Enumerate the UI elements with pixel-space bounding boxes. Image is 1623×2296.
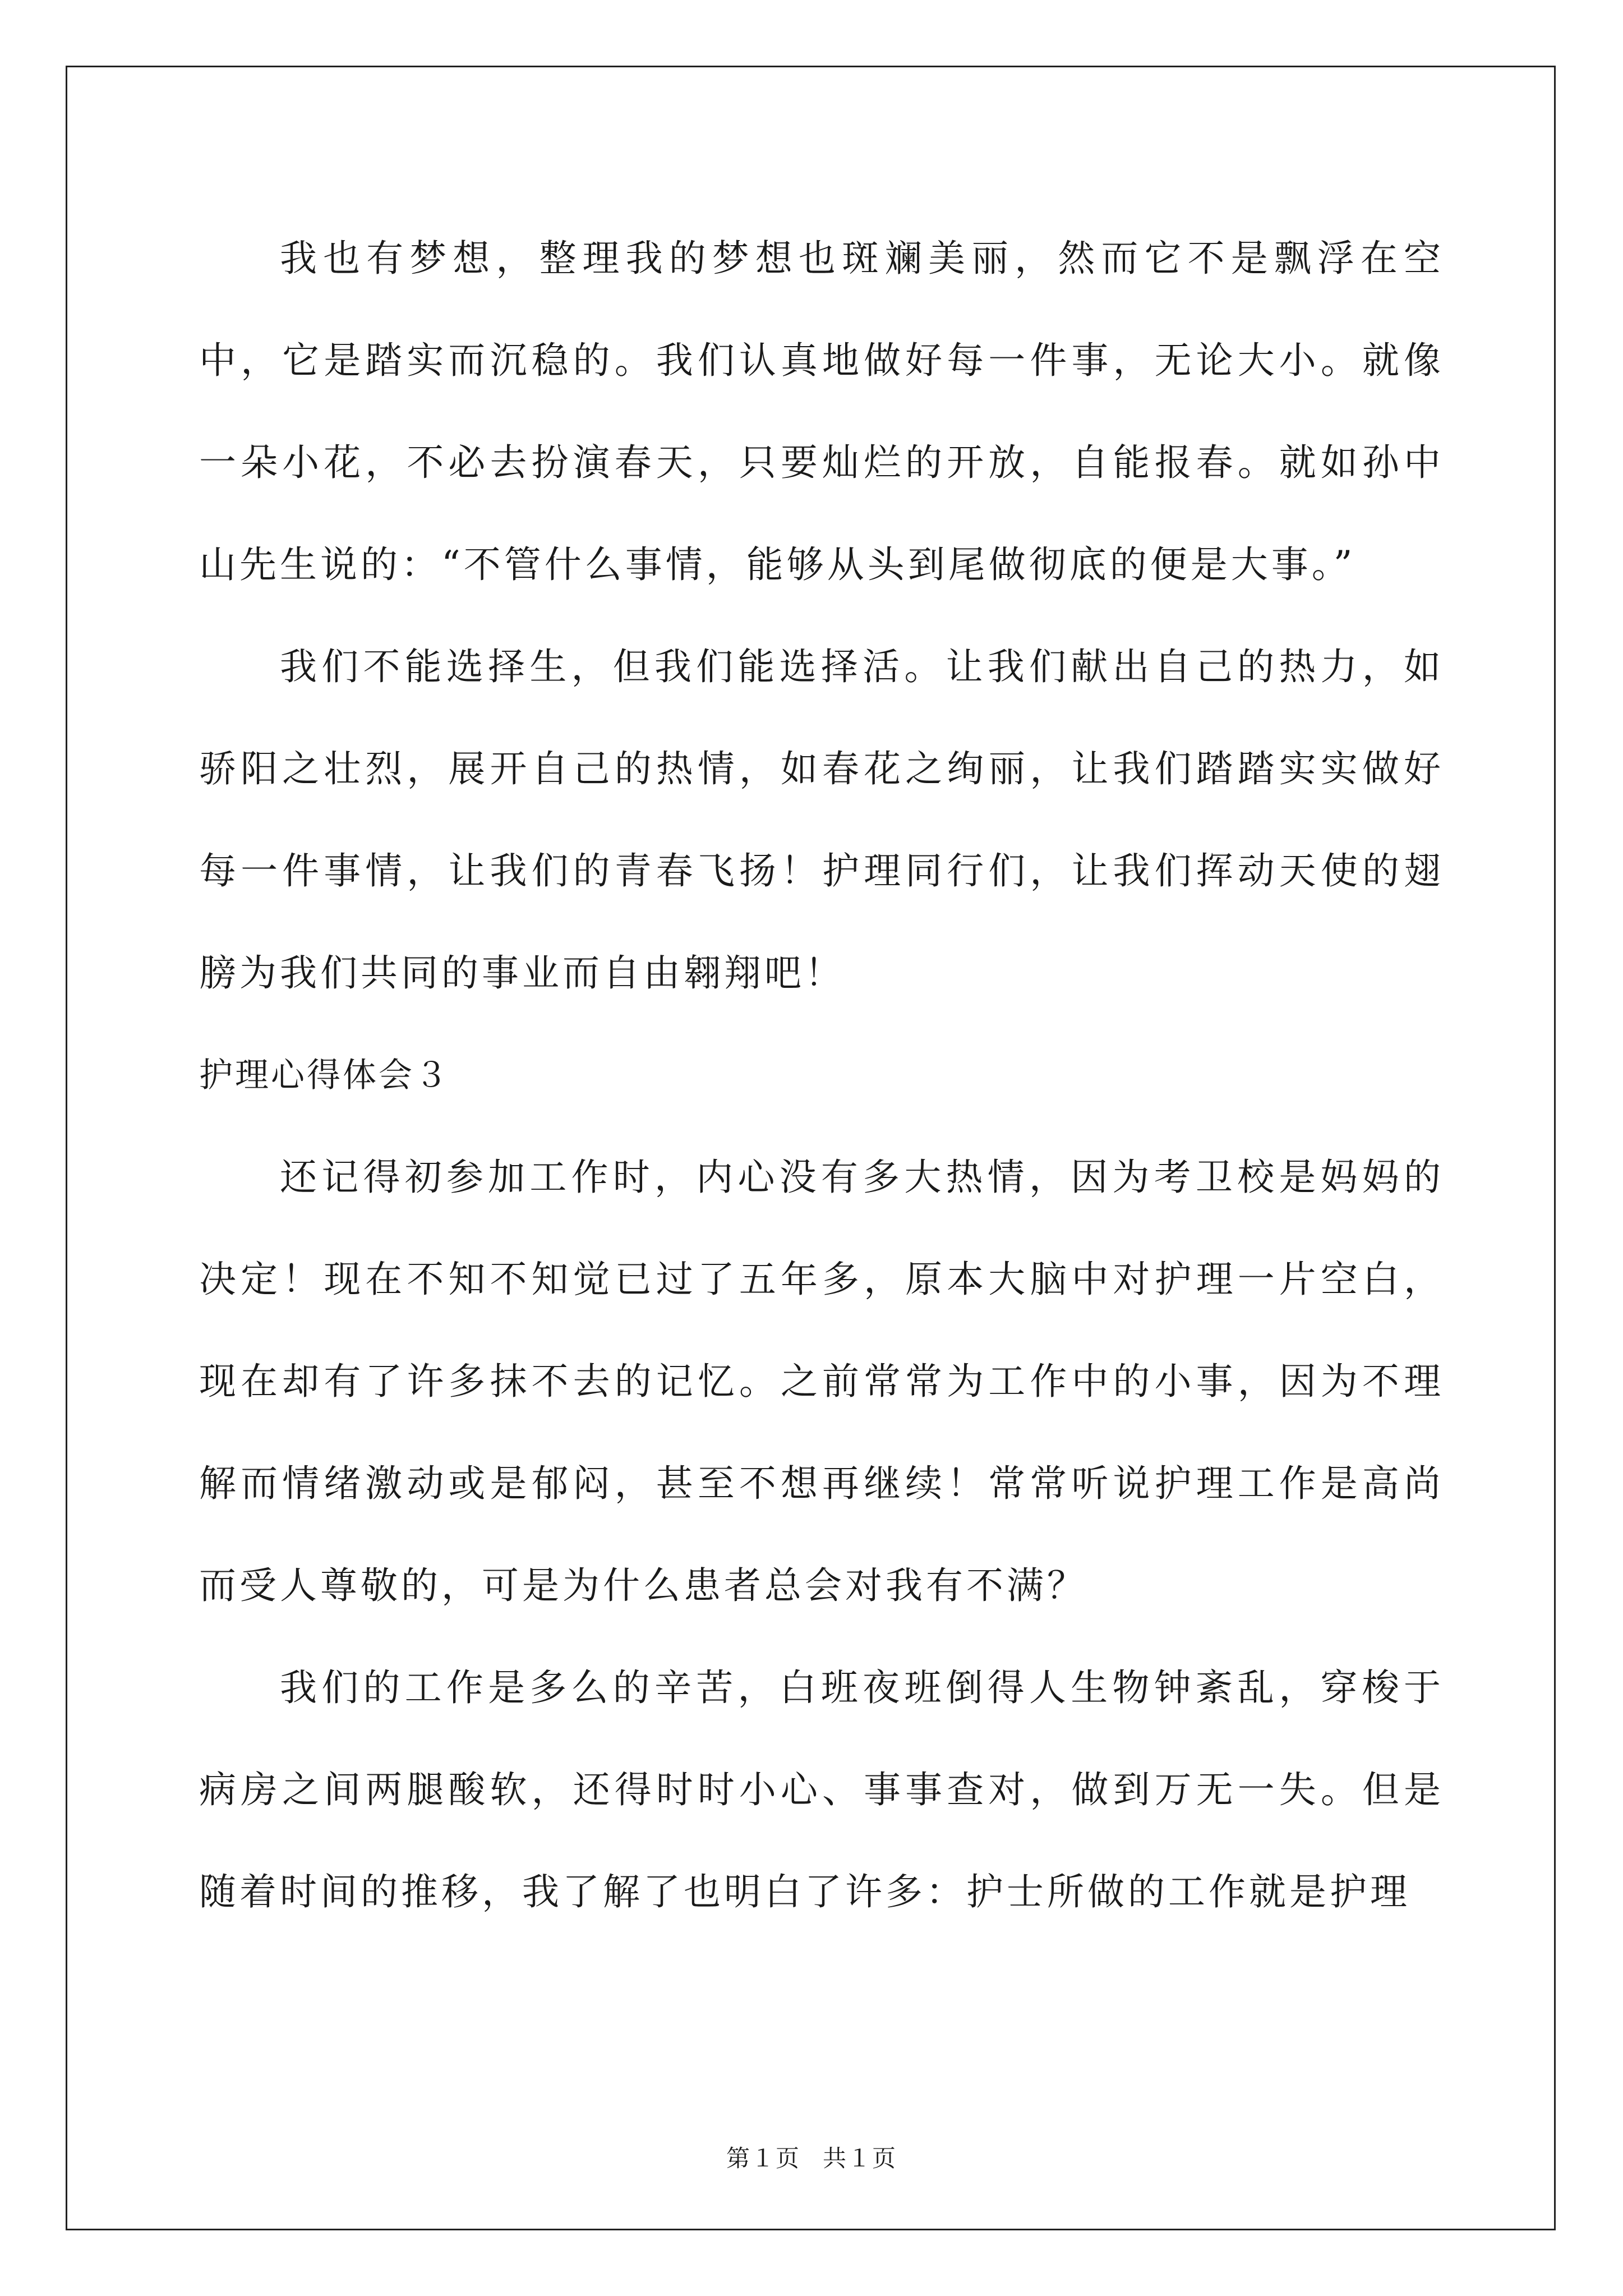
document-body (199, 208, 1444, 1943)
paragraph-hard-work: 我们的工作是多么的辛苦，白班夜班倒得人生物钟紊乱，穿梭于病房之间两腿酸软，还得时时小心、事事查对，做到万无一失。但是随着时间的推移，我了解了也明白了许多：护士所做的工作就是护理 (199, 1666, 1444, 1913)
page-number: 第１页 (726, 2145, 800, 2172)
paragraph-choose-life: 我们不能选择生，但我们能选择活。让我们献出自己的热力，如骄阳之壮烈，展开自己的热情，如春花之绚丽，让我们踏踏实实做好每一件事情，让我们的青春飞扬！护理同行们，让我们挥动天使的翅膀为我们共同的事业而自由翱翔吧！ (199, 645, 1444, 995)
page-footer (0, 2140, 1623, 2174)
page-total: 共１页 (823, 2145, 897, 2172)
paragraph-first-job: 还记得初参加工作时，内心没有多大热情，因为考卫校是妈妈的决定！现在不知不知觉已过了五年多，原本大脑中对护理一片空白，现在却有了许多抹不去的记忆。之前常常为工作中的小事，因为不理解而情绪激动或是郁闷，甚至不想再继续！常常听说护理工作是高尚而受人尊敬的，可是为什么患者总会对我有不满？ (199, 1156, 1444, 1607)
paragraph-dream: 我也有梦想，整理我的梦想也斑斓美丽，然而它不是飘浮在空中，它是踏实而沉稳的。我们认真地做好每一件事，无论大小。就像一朵小花，不必去扮演春天，只要灿烂的开放，自能报春。就如孙中山先生说的：“不管什么事情，能够从头到尾做彻底的便是大事。” (199, 237, 1444, 586)
section-heading: 护理心得体会３ (199, 1056, 450, 1095)
